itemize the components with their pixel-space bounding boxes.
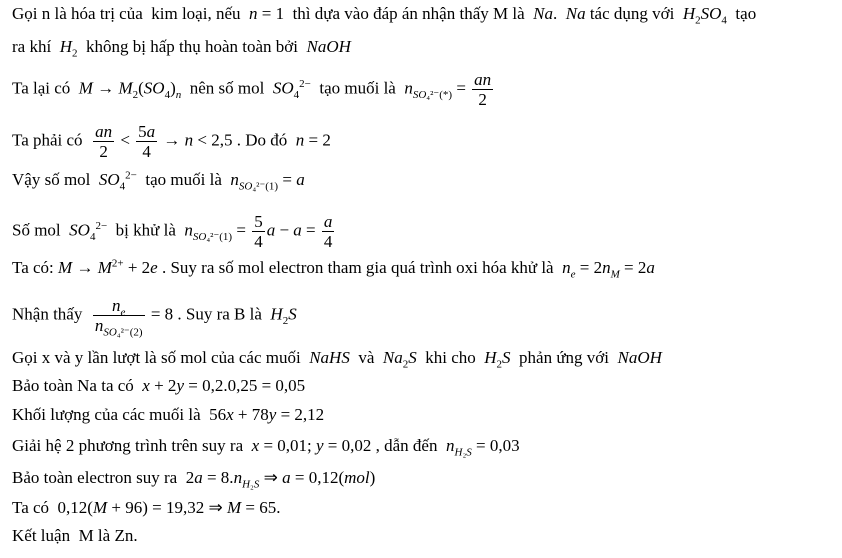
text-line-9: Gọi x và y lần lượt là số mol của các muối NaHS và $Na_2S$ khi cho $H_2S$ phản ứng với NaOH (12, 348, 662, 371)
fraction-5a-over-4: $\frac{5a}{4}$ (138, 122, 156, 161)
text-line-13: Bảo toàn electron suy ra $2a = 8.n_{H_2S}$ ⇒ a = 0,12(mol) (12, 468, 376, 491)
text-line-4: Ta phải có $\frac{an}{2}$ < $\frac{5a}{4}$ → n < 2,5 . Do đó n = 2 (12, 122, 331, 161)
text-line-5: Vậy số mol $SO_4^{2-}$ tạo muối là $n_{SO_4^{2-}(1)} = a$ (12, 169, 305, 193)
fraction-ne-over-nso4: $\frac{n_e}{n_{SO_4^{2-}(2)}}$ (94, 296, 143, 339)
text-line-3: Ta lại có $M \to M_2(SO_4)_n$ nên số mol $SO_4^{2-}$ tạo muối là $n_{SO_4^{2-}(*)}$ = $\frac{an}{2}$ (12, 70, 492, 109)
fraction-an-over-2: $\frac{an}{2}$ (95, 122, 113, 161)
text-line-2: ra khí $H_2$ không bị hấp thụ hoàn toàn bởi NaOH (12, 37, 351, 60)
text-line-6: Số mol $SO_4^{2-}$ bị khử là $n_{SO_4^{2-}(1)}$ = $\frac{5}{4}$ a − a = $\frac{a}{4}$ (12, 212, 333, 251)
text-line-15: Kết luận M là Zn. (12, 526, 138, 545)
text-line-7: Ta có: $M \to M^{2+} + 2e$ . Suy ra số mol electron tham gia quá trình oxi hóa khử là $n_e = 2n_M = 2a$ (12, 257, 655, 281)
text-line-1: Gọi n là hóa trị của kim loại, nếu n = 1 thì dựa vào đáp án nhận thấy M là Na. Na tác dụng với $H_2SO_4$ tạo (12, 4, 757, 27)
text-line-10: Bảo toàn Na ta có x + 2y = 0,2.0,25 = 0,05 (12, 376, 306, 395)
text-line-14: Ta có 0,12(M + 96) = 19,32 ⇒ M = 65. (12, 498, 281, 517)
text-line-8: Nhận thấy $\frac{n_e}{n_{SO_4^{2-}(2)}}$ = 8 . Suy ra B là $H_2S$ (12, 296, 297, 339)
text-line-11: Khối lượng của các muối là 56x + 78y = 2,12 (12, 405, 325, 424)
fraction-an-over-2: $\frac{an}{2}$ (474, 70, 492, 109)
fraction-a-over-4: $\frac{a}{4}$ (323, 212, 333, 251)
fraction-5-over-4: $\frac{5}{4}$ (254, 212, 263, 251)
text-line-12: Giải hệ 2 phương trình trên suy ra x = 0,01; y = 0,02 , dẫn đến $n_{H_2S} = 0,03$ (12, 436, 520, 459)
